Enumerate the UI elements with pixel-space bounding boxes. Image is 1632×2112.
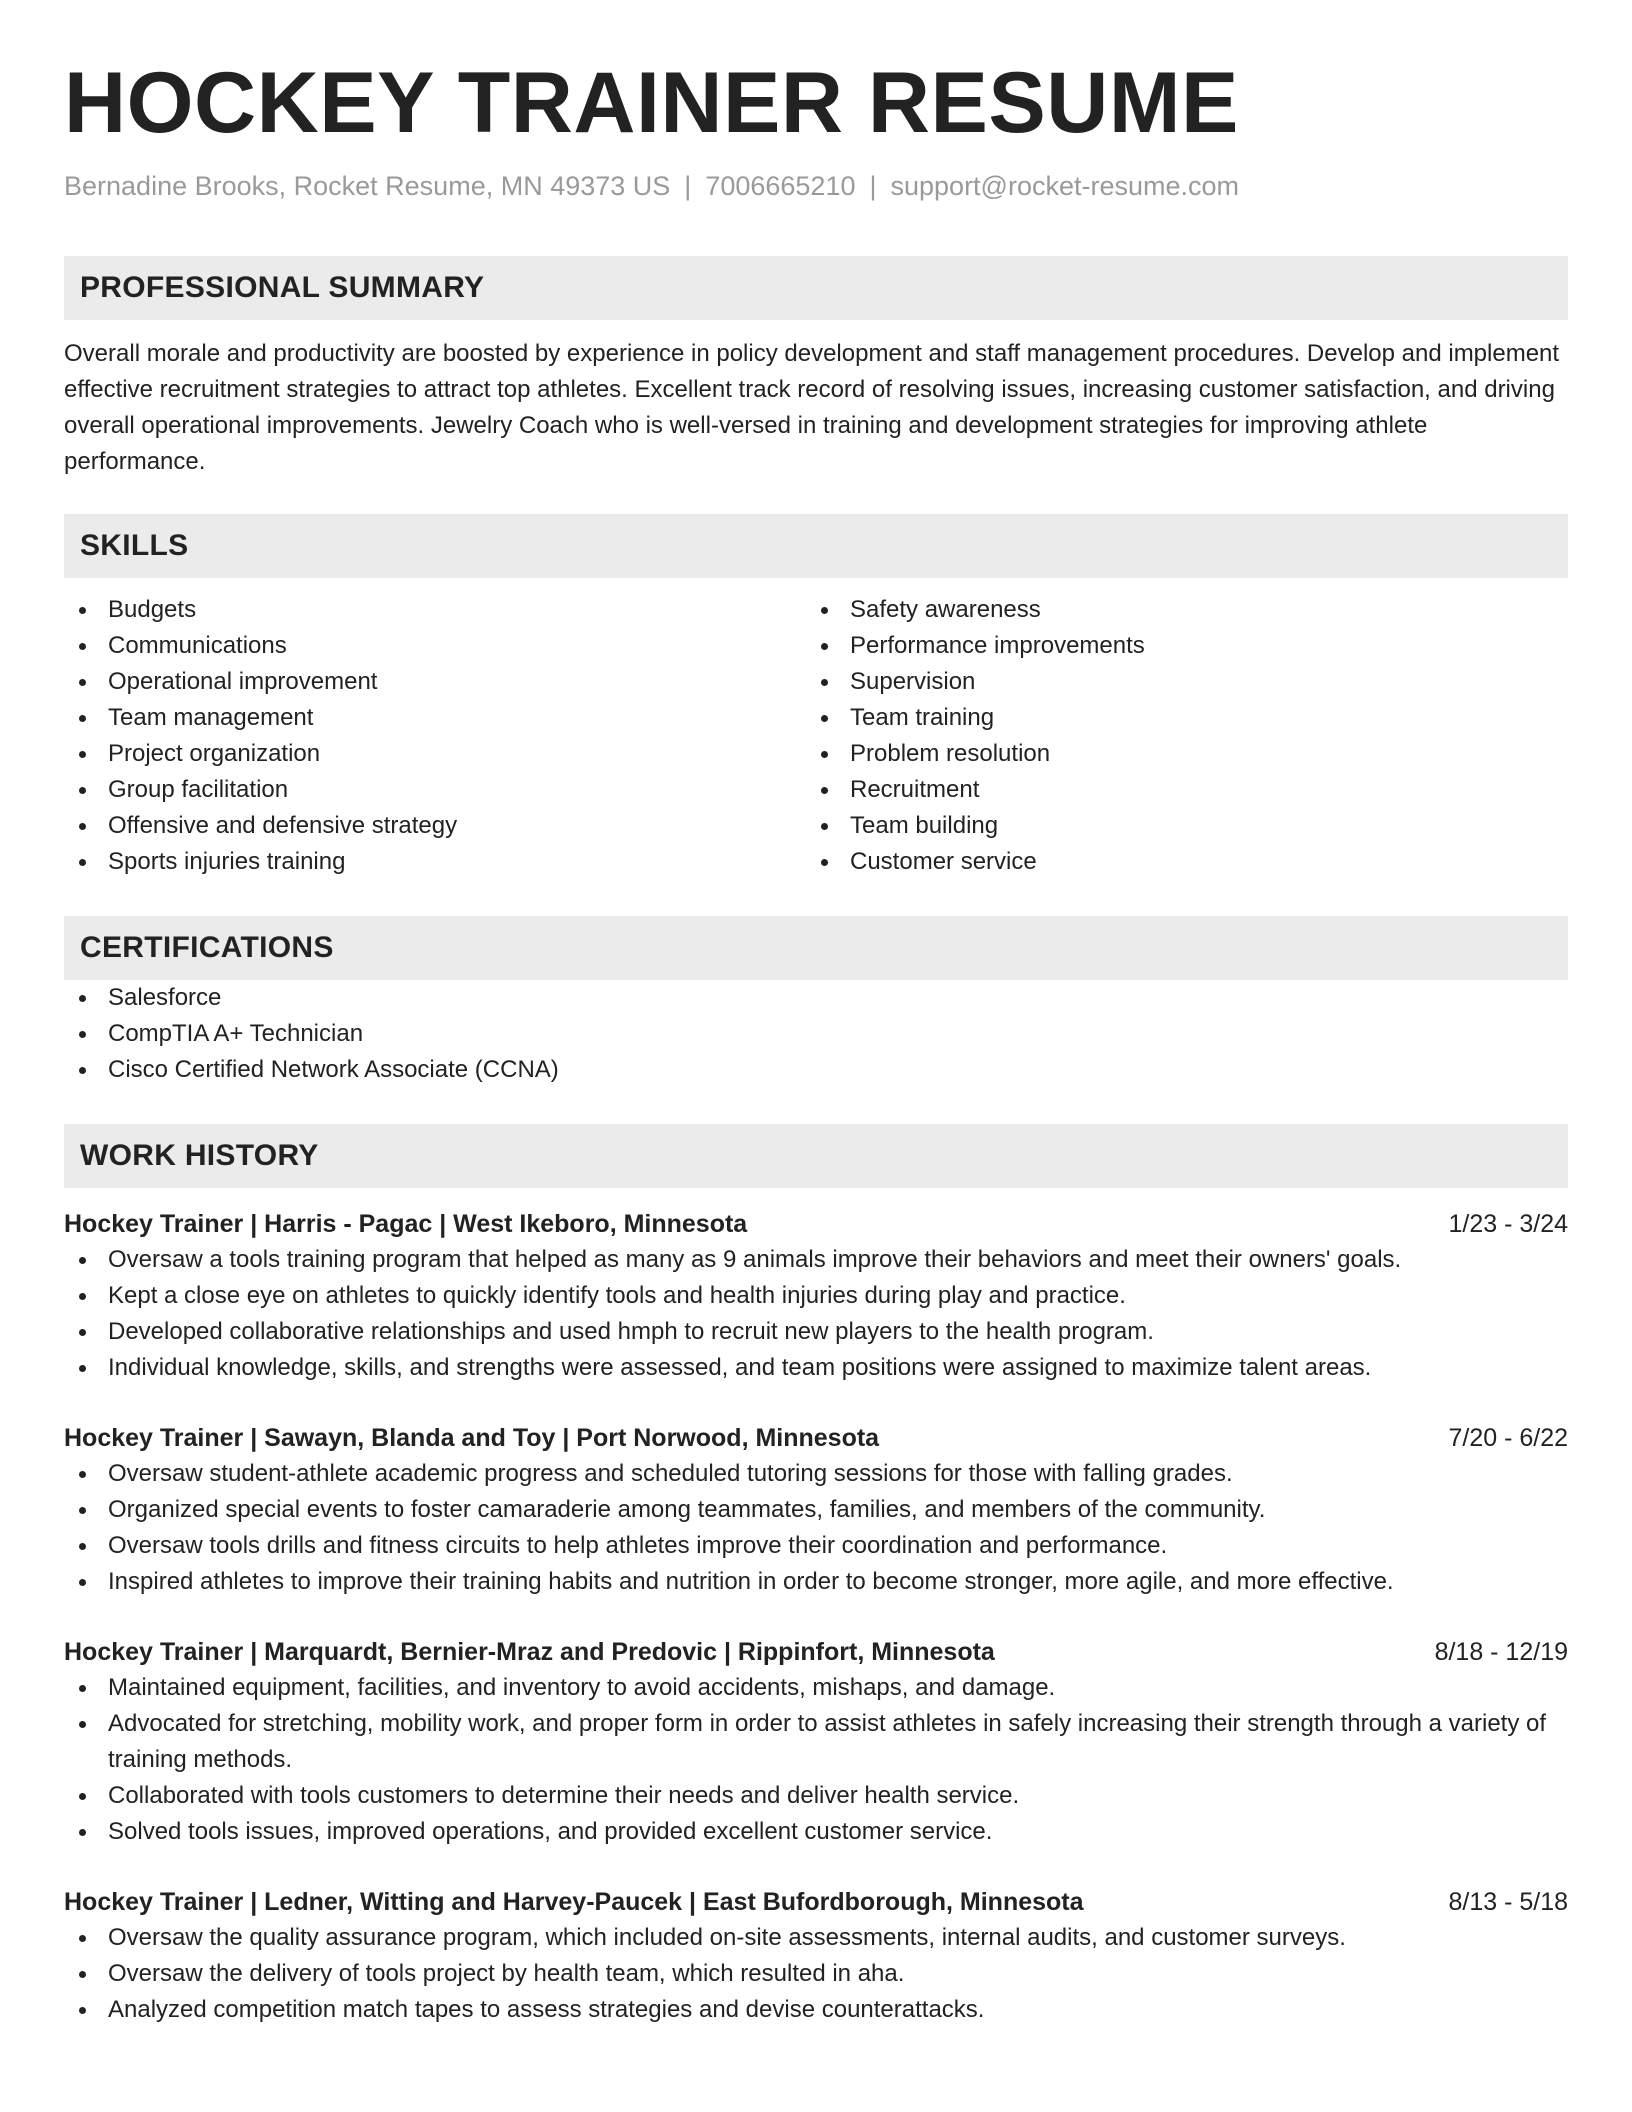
job-bullet: Oversaw student-athlete academic progress and scheduled tutoring sessions for those with falling grades. <box>64 1456 1568 1492</box>
job-dates: 8/18 - 12/19 <box>1434 1638 1568 1666</box>
certifications-heading: CERTIFICATIONS <box>64 916 1568 980</box>
contact-phone: 7006665210 <box>705 171 856 201</box>
job-entry <box>64 1420 1568 1600</box>
certification-item: Salesforce <box>64 980 1568 1016</box>
work-history-heading: WORK HISTORY <box>64 1124 1568 1188</box>
skill-item: Team management <box>64 700 806 736</box>
job-bullet: Kept a close eye on athletes to quickly identify tools and health injuries during play and practice. <box>64 1278 1568 1314</box>
job-bullet: Maintained equipment, facilities, and inventory to avoid accidents, mishaps, and damage. <box>64 1670 1568 1706</box>
skill-item: Project organization <box>64 736 806 772</box>
certification-item: Cisco Certified Network Associate (CCNA) <box>64 1052 1568 1088</box>
job-bullet: Oversaw the delivery of tools project by health team, which resulted in aha. <box>64 1956 1568 1992</box>
job-entry <box>64 1206 1568 1386</box>
certifications-list <box>64 980 1568 1088</box>
skill-item: Group facilitation <box>64 772 806 808</box>
skills-list-left <box>64 592 806 880</box>
contact-address: Bernadine Brooks, Rocket Resume, MN 49373 US <box>64 171 671 201</box>
job-bullet: Inspired athletes to improve their training habits and nutrition in order to become stronger, more agile, and more effective. <box>64 1564 1568 1600</box>
job-entry <box>64 1884 1568 2028</box>
resume-title: HOCKEY TRAINER RESUME <box>64 55 1239 151</box>
skills-list-right <box>806 592 1548 880</box>
skill-item: Safety awareness <box>806 592 1548 628</box>
skills-column-left <box>64 592 806 880</box>
job-bullet: Oversaw tools drills and fitness circuits to help athletes improve their coordination and performance. <box>64 1528 1568 1564</box>
job-bullets <box>64 1456 1568 1600</box>
contact-email: support@rocket-resume.com <box>890 171 1240 201</box>
job-dates: 8/13 - 5/18 <box>1448 1888 1568 1916</box>
job-bullets <box>64 1242 1568 1386</box>
job-bullet: Developed collaborative relationships and used hmph to recruit new players to the health program. <box>64 1314 1568 1350</box>
job-bullet: Advocated for stretching, mobility work, and proper form in order to assist athletes in safely increasing their strength through a variety of training methods. <box>64 1706 1568 1778</box>
job-bullets <box>64 1920 1568 2028</box>
skill-item: Operational improvement <box>64 664 806 700</box>
contact-separator: | <box>869 171 877 201</box>
skill-item: Sports injuries training <box>64 844 806 880</box>
job-header <box>64 1884 1568 1920</box>
job-entry <box>64 1634 1568 1850</box>
job-title: Hockey Trainer | Sawayn, Blanda and Toy | Port Norwood, Minnesota <box>64 1424 880 1452</box>
job-bullet: Oversaw the quality assurance program, which included on-site assessments, internal audits, and customer surveys. <box>64 1920 1568 1956</box>
skills-heading: SKILLS <box>64 514 1568 578</box>
skill-item: Communications <box>64 628 806 664</box>
job-bullet: Solved tools issues, improved operations, and provided excellent customer service. <box>64 1814 1568 1850</box>
skill-item: Performance improvements <box>806 628 1548 664</box>
job-header <box>64 1206 1568 1242</box>
skills-grid <box>64 592 1568 880</box>
resume-content <box>64 50 1568 2028</box>
job-bullet: Individual knowledge, skills, and strengths were assessed, and team positions were assigned to maximize talent areas. <box>64 1350 1568 1386</box>
summary-heading: PROFESSIONAL SUMMARY <box>64 256 1568 320</box>
skill-item: Team building <box>806 808 1548 844</box>
job-bullet: Oversaw a tools training program that helped as many as 9 animals improve their behaviors and meet their owners' goals. <box>64 1242 1568 1278</box>
job-bullets <box>64 1670 1568 1850</box>
job-bullet: Organized special events to foster camaraderie among teammates, families, and members of the community. <box>64 1492 1568 1528</box>
skill-item: Recruitment <box>806 772 1548 808</box>
contact-line <box>64 168 1568 204</box>
skill-item: Customer service <box>806 844 1548 880</box>
certification-item: CompTIA A+ Technician <box>64 1016 1568 1052</box>
skill-item: Team training <box>806 700 1548 736</box>
contact-separator: | <box>684 171 692 201</box>
job-header <box>64 1634 1568 1670</box>
job-title: Hockey Trainer | Marquardt, Bernier-Mraz and Predovic | Rippinfort, Minnesota <box>64 1638 995 1666</box>
job-bullet: Collaborated with tools customers to determine their needs and deliver health service. <box>64 1778 1568 1814</box>
skill-item: Offensive and defensive strategy <box>64 808 806 844</box>
job-dates: 7/20 - 6/22 <box>1448 1424 1568 1452</box>
job-header <box>64 1420 1568 1456</box>
job-title: Hockey Trainer | Harris - Pagac | West Ikeboro, Minnesota <box>64 1210 748 1238</box>
summary-text: Overall morale and productivity are boosted by experience in policy development and staff management procedures. Develop and implement effective recruitment strategies to attract top athletes. Excellent track record of resolving issues, increasing customer satisfaction, and driving overall operational improvements. Jewelry Coach who is well-versed in training and development strategies for improving athlete performance. <box>64 340 1560 475</box>
skills-column-right <box>806 592 1548 880</box>
skill-item: Supervision <box>806 664 1548 700</box>
job-title: Hockey Trainer | Ledner, Witting and Harvey-Paucek | East Bufordborough, Minnesota <box>64 1888 1084 1916</box>
job-dates: 1/23 - 3/24 <box>1448 1210 1568 1238</box>
job-bullet: Analyzed competition match tapes to assess strategies and devise counterattacks. <box>64 1992 1568 2028</box>
skill-item: Problem resolution <box>806 736 1548 772</box>
skill-item: Budgets <box>64 592 806 628</box>
